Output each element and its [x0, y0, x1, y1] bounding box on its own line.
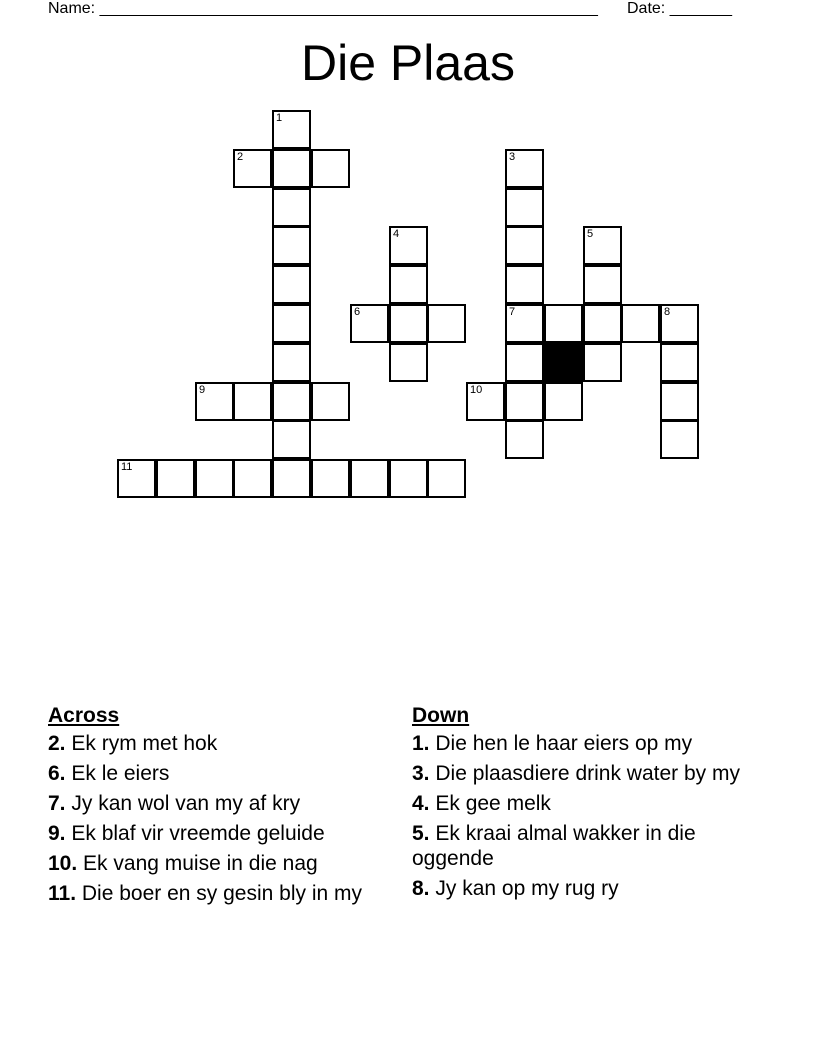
crossword-cell[interactable] [272, 188, 311, 227]
crossword-cell[interactable] [156, 459, 195, 498]
down-clue [412, 791, 757, 816]
clue-text: Die boer en sy gesin bly in my [81, 882, 363, 905]
clue-text: Jy kan wol van my af kry [71, 792, 301, 815]
crossword-cell[interactable] [583, 265, 622, 304]
down-clue [412, 731, 757, 756]
down-clues-section [412, 703, 757, 906]
down-clue [412, 821, 757, 871]
crossword-cell[interactable] [311, 459, 350, 498]
clue-text: Ek blaf vir vreemde geluide [71, 822, 325, 845]
down-clue [412, 876, 757, 901]
clue-text: Ek gee melk [435, 792, 551, 815]
crossword-cell[interactable] [389, 265, 428, 304]
clue-text: Ek vang muise in die nag [83, 852, 318, 875]
across-heading: Across [48, 704, 120, 727]
across-clue [48, 881, 393, 906]
clue-number: 11 [121, 461, 133, 473]
crossword-cell[interactable] [660, 343, 699, 382]
across-clue [48, 791, 393, 816]
crossword-cell[interactable] [389, 459, 428, 498]
clue-text: Jy kan op my rug ry [435, 877, 619, 900]
clue-num: 6. [48, 762, 66, 785]
crossword-cell[interactable] [350, 304, 389, 343]
crossword-cell[interactable] [389, 304, 428, 343]
crossword-cell[interactable] [311, 149, 350, 188]
clue-num: 9. [48, 822, 66, 845]
clue-text: Die hen le haar eiers op my [435, 732, 693, 755]
clue-number: 1 [276, 112, 283, 124]
crossword-cell[interactable] [505, 382, 544, 421]
crossword-cell[interactable] [272, 149, 311, 188]
across-clue [48, 731, 393, 756]
crossword-cell[interactable] [505, 188, 544, 227]
clue-number: 10 [470, 384, 483, 396]
across-clue [48, 761, 393, 786]
crossword-black-cell [544, 343, 583, 382]
clue-num: 10. [48, 852, 78, 875]
clue-num: 11. [48, 882, 77, 905]
crossword-cell[interactable] [544, 304, 583, 343]
crossword-cell[interactable] [505, 265, 544, 304]
page-title: Die Plaas [301, 35, 515, 91]
crossword-cell[interactable] [311, 382, 350, 421]
crossword-cell[interactable] [583, 226, 622, 265]
clue-text: Ek kraai almal wakker in die oggende [412, 822, 696, 870]
down-clue-list [412, 731, 757, 901]
clue-num: 7. [48, 792, 66, 815]
clue-num: 2. [48, 732, 66, 755]
clue-text: Die plaasdiere drink water by my [435, 762, 740, 785]
across-clue [48, 851, 393, 876]
crossword-cell[interactable] [660, 304, 699, 343]
clue-num: 3. [412, 762, 430, 785]
down-heading: Down [412, 704, 470, 727]
date-field-label: Date: _______ [627, 0, 732, 17]
crossword-cell[interactable] [195, 459, 234, 498]
across-clue [48, 821, 393, 846]
across-clue-list [48, 731, 393, 906]
crossword-cell[interactable] [272, 459, 311, 498]
clue-text: Ek rym met hok [71, 732, 218, 755]
clue-num: 4. [412, 792, 430, 815]
crossword-cell[interactable] [272, 265, 311, 304]
crossword-cell[interactable] [350, 459, 389, 498]
crossword-cell[interactable] [233, 382, 272, 421]
crossword-cell[interactable] [427, 304, 466, 343]
crossword-cell[interactable] [195, 382, 234, 421]
clue-num: 1. [412, 732, 430, 755]
clue-num: 5. [412, 822, 430, 845]
crossword-cell[interactable] [272, 304, 311, 343]
crossword-cell[interactable] [505, 304, 544, 343]
crossword-cell[interactable] [117, 459, 156, 498]
clue-text: Ek le eiers [71, 762, 170, 785]
crossword-cell[interactable] [544, 382, 583, 421]
crossword-cell[interactable] [505, 149, 544, 188]
clue-number: 6 [354, 306, 361, 318]
crossword-cell[interactable] [583, 343, 622, 382]
crossword-cell[interactable] [272, 420, 311, 459]
crossword-cell[interactable] [272, 382, 311, 421]
clue-number: 5 [587, 228, 594, 240]
clue-number: 9 [199, 384, 206, 396]
crossword-cell[interactable] [233, 149, 272, 188]
crossword-cell[interactable] [505, 420, 544, 459]
crossword-cell[interactable] [389, 343, 428, 382]
crossword-cell[interactable] [233, 459, 272, 498]
clue-number: 4 [393, 228, 400, 240]
clue-number: 2 [237, 151, 244, 163]
crossword-cell[interactable] [660, 382, 699, 421]
clue-number: 3 [509, 151, 516, 163]
across-clues-section [48, 703, 393, 911]
crossword-cell[interactable] [621, 304, 660, 343]
crossword-cell[interactable] [466, 382, 505, 421]
crossword-cell[interactable] [427, 459, 466, 498]
clue-number: 7 [509, 306, 516, 318]
down-clue [412, 761, 757, 786]
clue-num: 8. [412, 877, 430, 900]
name-field-label: Name: ________________________________________________________ [48, 0, 598, 17]
crossword-cell[interactable] [272, 110, 311, 149]
crossword-cell[interactable] [660, 420, 699, 459]
crossword-cell[interactable] [505, 343, 544, 382]
clue-number: 8 [664, 306, 671, 318]
crossword-cell[interactable] [389, 226, 428, 265]
crossword-cell[interactable] [272, 226, 311, 265]
crossword-cell[interactable] [583, 304, 622, 343]
crossword-cell[interactable] [272, 343, 311, 382]
crossword-cell[interactable] [505, 226, 544, 265]
